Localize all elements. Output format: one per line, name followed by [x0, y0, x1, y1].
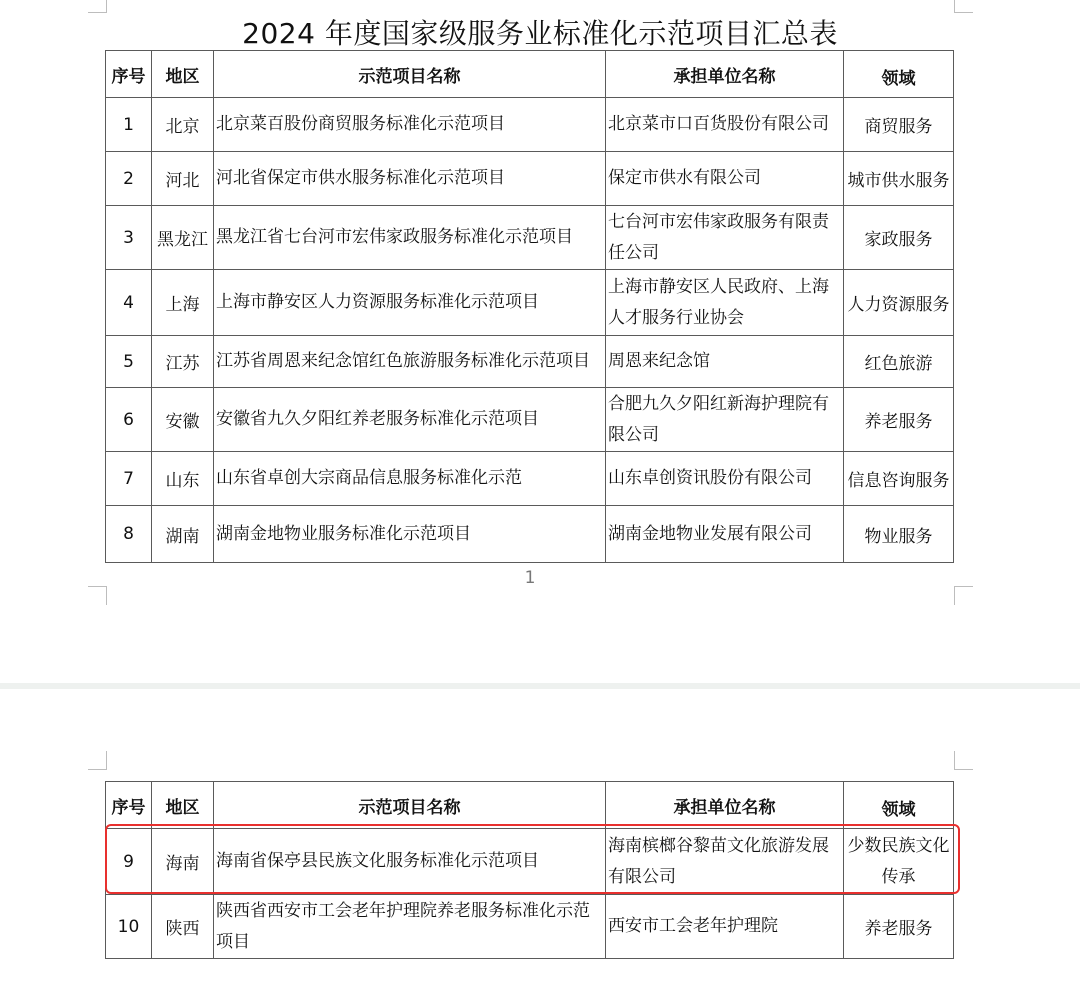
cell-region: 陕西: [152, 895, 214, 959]
cell-region: 安徽: [152, 388, 214, 452]
cell-project: 江苏省周恩来纪念馆红色旅游服务标准化示范项目: [214, 336, 606, 388]
header-project: 示范项目名称: [214, 782, 606, 829]
cell-region: 上海: [152, 270, 214, 336]
cell-no: 3: [106, 206, 152, 270]
cell-unit: 西安市工会老年护理院: [606, 895, 844, 959]
cell-no: 4: [106, 270, 152, 336]
cell-no: 1: [106, 98, 152, 152]
cell-region: 山东: [152, 452, 214, 506]
cell-project: 山东省卓创大宗商品信息服务标准化示范: [214, 452, 606, 506]
cell-field: 家政服务: [844, 206, 954, 270]
cell-region: 海南: [152, 829, 214, 895]
cell-unit: 周恩来纪念馆: [606, 336, 844, 388]
cell-field: 养老服务: [844, 895, 954, 959]
highlight-box: [105, 824, 960, 894]
cell-project: 湖南金地物业服务标准化示范项目: [214, 506, 606, 563]
cell-field: 商贸服务: [844, 98, 954, 152]
cell-no: 2: [106, 152, 152, 206]
cell-field: 养老服务: [844, 388, 954, 452]
cell-project: 海南省保亭县民族文化服务标准化示范项目: [214, 829, 606, 895]
document-page-2: [0, 689, 1080, 998]
cell-project: 北京菜百股份商贸服务标准化示范项目: [214, 98, 606, 152]
header-no: 序号: [106, 51, 152, 98]
table-row: [106, 895, 954, 959]
cell-no: 8: [106, 506, 152, 563]
page-number: 1: [524, 568, 536, 588]
header-region: 地区: [152, 782, 214, 829]
table-row: [106, 506, 954, 563]
cell-unit: 上海市静安区人民政府、上海人才服务行业协会: [606, 270, 844, 336]
page-corner-mark: [88, 586, 107, 605]
cell-unit: 海南槟榔谷黎苗文化旅游发展有限公司: [606, 829, 844, 895]
cell-unit: 合肥九久夕阳红新海护理院有限公司: [606, 388, 844, 452]
page-corner-mark: [954, 586, 973, 605]
cell-project: 陕西省西安市工会老年护理院养老服务标准化示范项目: [214, 895, 606, 959]
summary-table: [105, 50, 954, 563]
cell-project: 上海市静安区人力资源服务标准化示范项目: [214, 270, 606, 336]
cell-unit: 保定市供水有限公司: [606, 152, 844, 206]
table-row: [106, 336, 954, 388]
cell-project: 河北省保定市供水服务标准化示范项目: [214, 152, 606, 206]
header-field: 领域: [844, 782, 954, 829]
document-title: 2024 年度国家级服务业标准化示范项目汇总表: [242, 17, 838, 50]
cell-unit: 北京菜市口百货股份有限公司: [606, 98, 844, 152]
cell-region: 河北: [152, 152, 214, 206]
header-field: 领域: [844, 51, 954, 98]
cell-field: 信息咨询服务: [844, 452, 954, 506]
table-header-row: [106, 51, 954, 98]
cell-no: 6: [106, 388, 152, 452]
header-unit: 承担单位名称: [606, 51, 844, 98]
cell-unit: 湖南金地物业发展有限公司: [606, 506, 844, 563]
header-project: 示范项目名称: [214, 51, 606, 98]
cell-no: 9: [106, 829, 152, 895]
header-no: 序号: [106, 782, 152, 829]
table-row: [106, 452, 954, 506]
cell-region: 湖南: [152, 506, 214, 563]
page-corner-mark: [954, 751, 973, 770]
cell-region: 黑龙江: [152, 206, 214, 270]
table-row: [106, 98, 954, 152]
cell-no: 5: [106, 336, 152, 388]
cell-unit: 七台河市宏伟家政服务有限责任公司: [606, 206, 844, 270]
table-row: [106, 206, 954, 270]
cell-no: 7: [106, 452, 152, 506]
cell-field: 红色旅游: [844, 336, 954, 388]
cell-region: 北京: [152, 98, 214, 152]
page-corner-mark: [88, 751, 107, 770]
cell-no: 10: [106, 895, 152, 959]
table-row: [106, 270, 954, 336]
cell-unit: 山东卓创资讯股份有限公司: [606, 452, 844, 506]
table-row: [106, 152, 954, 206]
cell-field: 城市供水服务: [844, 152, 954, 206]
cell-field: 物业服务: [844, 506, 954, 563]
cell-region: 江苏: [152, 336, 214, 388]
header-region: 地区: [152, 51, 214, 98]
header-unit: 承担单位名称: [606, 782, 844, 829]
cell-project: 黑龙江省七台河市宏伟家政服务标准化示范项目: [214, 206, 606, 270]
cell-field: 人力资源服务: [844, 270, 954, 336]
cell-project: 安徽省九久夕阳红养老服务标准化示范项目: [214, 388, 606, 452]
cell-field: 少数民族文化传承: [844, 829, 954, 895]
table-header-row: [106, 782, 954, 829]
table-row: [106, 388, 954, 452]
